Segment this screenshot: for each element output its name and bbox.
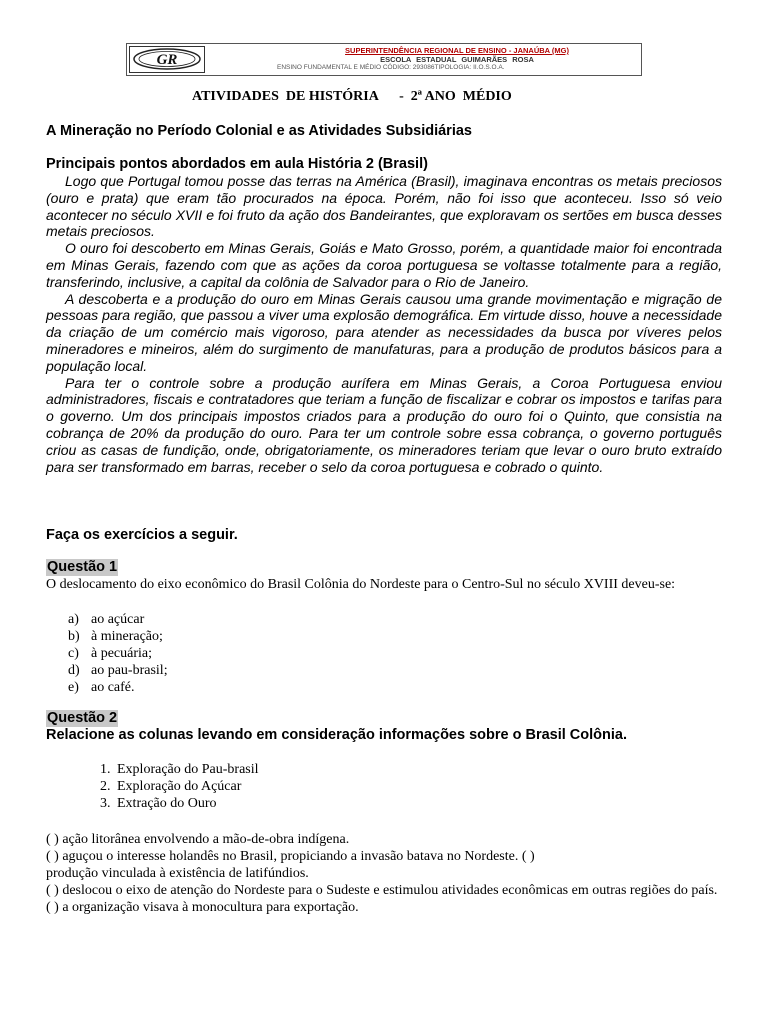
column-number: 3.	[100, 796, 111, 811]
question-2-label: Questão 2	[47, 710, 118, 726]
header-line-1: SUPERINTENDÊNCIA REGIONAL DE ENSINO - JANAÚBA (MG)	[345, 46, 569, 55]
option-text: ao café.	[91, 680, 135, 695]
paragraph: Para ter o controle sobre a produção aurífera em Minas Gerais, a Coroa Portuguesa enviou administradores, fiscais e contratadores que teriam a função de fiscalizar e cobrar os impostos e tarifas para o governo. Um dos principais impostos criados para a produção do ouro foi o Quinto, que consistia na cobrança de 20% da produção do ouro. Para ter um controle sobre essa cobrança, o governo português criou as casas de fundição, onde, obrigatoriamente, os mineradores teriam que levar o ouro bruto extraído para ser transformado em barras, receber o selo da coroa portuguesa e cobrado o quinto.	[46, 374, 722, 475]
option-text: à mineração;	[91, 629, 163, 644]
column-item	[100, 761, 259, 778]
exercise-intro: Faça os exercícios a seguir.	[46, 527, 238, 543]
column-item	[100, 795, 259, 812]
option-key: a)	[68, 612, 79, 627]
option-e	[68, 679, 168, 696]
main-heading: A Mineração no Período Colonial e as Atividades Subsidiárias	[46, 123, 472, 139]
option-key: e)	[68, 680, 79, 695]
option-key: c)	[68, 646, 79, 661]
paragraph: A descoberta e a produção do ouro em Minas Gerais causou uma grande movimentação e migração de pessoas para região, que passou a viver uma explosão demográfica. Em virtude disso, houve a necessidade da criação de um comércio mais vigoroso, para atender as necessidades da busca por víveres pelos mineradores e mineiros, além do surgimento de manufaturas, para a produção de produtos básicos para a população local.	[46, 290, 722, 374]
statement: produção vinculada à existência de latifúndios.	[46, 866, 309, 881]
question-2-statements	[46, 831, 722, 916]
question-1-text: O deslocamento do eixo econômico do Brasil Colônia do Nordeste para o Centro-Sul no século XVIII deveu-se:	[46, 577, 676, 592]
option-text: ao açúcar	[91, 612, 145, 627]
question-1-label: Questão 1	[47, 559, 118, 575]
header-text	[277, 47, 637, 73]
paragraph: Logo que Portugal tomou posse das terras na América (Brasil), imaginava encontras os metais preciosos (ouro e prata) que eram tão procurados na época. Porém, não foi isso que aconteceu. Isso só veio acontecer no século XVII e foi fruto da ação dos Bandeirantes, que exploravam os sertões em busca desses metais preciosos.	[46, 173, 722, 240]
school-logo	[129, 46, 205, 73]
question-1-options	[68, 611, 168, 696]
column-text: Exploração do Pau-brasil	[117, 762, 259, 777]
option-text: à pecuária;	[91, 646, 153, 661]
school-header	[126, 43, 642, 76]
option-text: ao pau-brasil;	[91, 663, 168, 678]
option-d	[68, 662, 168, 679]
lesson-text	[46, 173, 722, 475]
school-logo-graphic	[130, 47, 204, 72]
paragraph: O ouro foi descoberto em Minas Gerais, Goiás e Mato Grosso, porém, a quantidade maior foi encontrada em Minas Gerais, fazendo com que as ações da coroa portuguesa se voltasse totalmente para a região, transferindo, inclusive, a capital da colônia de Salvador para o Rio de Janeiro.	[46, 240, 722, 290]
statement: ( ) aguçou o interesse holandês no Brasil, propiciando a invasão batava no Nordeste. ( )	[46, 849, 535, 864]
column-item	[100, 778, 259, 795]
column-number: 2.	[100, 779, 111, 794]
question-2-columns	[100, 761, 259, 812]
header-line-2: ESCOLA ESTADUAL GUIMARÃES ROSA	[380, 54, 534, 64]
option-key: d)	[68, 663, 80, 678]
statement: ( ) a organização visava à monocultura para exportação.	[46, 900, 359, 915]
question-2-text: Relacione as colunas levando em consideração informações sobre o Brasil Colônia.	[46, 727, 627, 743]
sub-heading: Principais pontos abordados em aula História 2 (Brasil)	[46, 156, 428, 172]
column-text: Extração do Ouro	[117, 796, 217, 811]
option-a	[68, 611, 168, 628]
column-number: 1.	[100, 762, 111, 777]
statement: ( ) deslocou o eixo de atenção do Nordeste para o Sudeste e estimulou atividades econômicas em outras regiões do país.	[46, 883, 718, 898]
statement: ( ) ação litorânea envolvendo a mão-de-obra indígena.	[46, 832, 350, 847]
option-key: b)	[68, 629, 80, 644]
header-line-3: ENSINO FUNDAMENTAL E MÉDIO CÓDIGO: 293086TIPOLOGIA: II.O.S.O.A.	[277, 64, 505, 71]
document-title: ATIVIDADES DE HISTÓRIA - 2ª ANO MÉDIO	[192, 89, 512, 104]
option-c	[68, 645, 168, 662]
column-text: Exploração do Açúcar	[117, 779, 242, 794]
option-b	[68, 628, 168, 645]
logo-text: GR	[156, 52, 178, 68]
